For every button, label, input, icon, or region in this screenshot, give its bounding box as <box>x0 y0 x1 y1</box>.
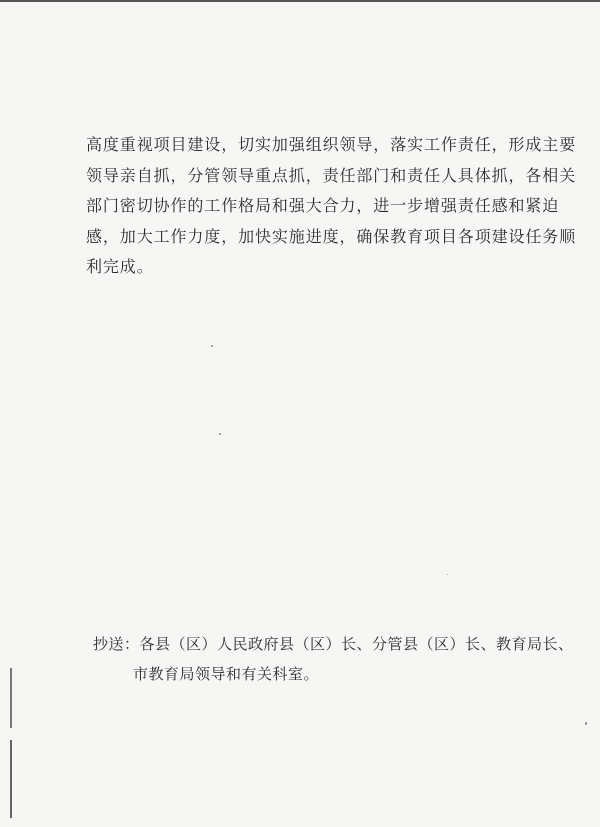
cc-section <box>93 629 574 689</box>
body-line: 高度重视项目建设，切实加强组织领导，落实工作责任，形成主要 <box>86 135 577 154</box>
top-rule <box>0 0 600 2</box>
body-paragraph <box>86 130 577 283</box>
body-line: 领导亲自抓，分管领导重点抓，责任部门和责任人具体抓，各相关 <box>86 165 577 185</box>
scan-speck <box>211 345 213 347</box>
body-line: 部门密切协作的工作格局和强大合力，进一步增强责任感和紧迫 <box>86 196 560 215</box>
margin-scan-mark <box>10 668 12 818</box>
scan-speck <box>447 574 448 575</box>
scan-speck <box>585 722 587 725</box>
body-line: 感，加大工作力度，加快实施进度，确保教育项目各项建设任务顺 <box>86 226 577 246</box>
scan-speck <box>219 433 221 435</box>
cc-line: 市教育局领导和有关科室。 <box>133 665 320 683</box>
body-line: 利完成。 <box>86 257 154 276</box>
cc-line: 抄送：各县（区）人民政府县（区）长、分管县（区）长、教育局长、 <box>93 635 574 653</box>
